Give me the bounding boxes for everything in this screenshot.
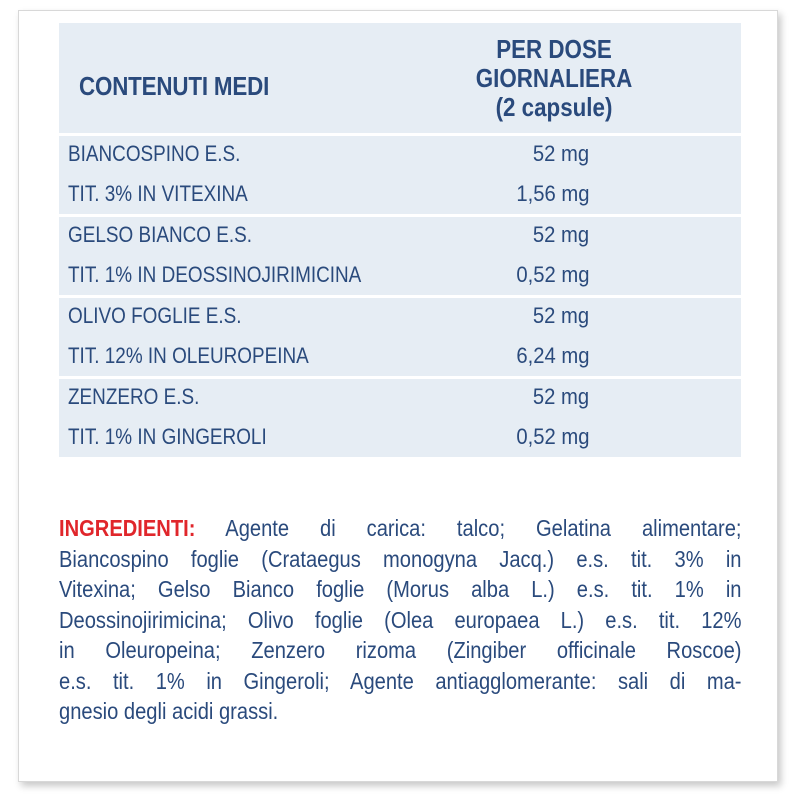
titration-name: TIT. 1% IN GINGEROLI [68, 424, 267, 449]
table-group-gelso-bianco [59, 217, 741, 298]
header-daily-dose [386, 35, 721, 122]
titration-amount: 0,52 mg [515, 424, 589, 449]
table-group-zenzero [59, 379, 741, 460]
ingredient-amount: 52 mg [532, 384, 589, 409]
ingredients-line [59, 513, 742, 544]
ingredients-line: in Oleuropeina; Zenzero rizoma (Zingiber officinale Roscoe) [59, 637, 742, 663]
table-row [59, 381, 741, 420]
table-group-biancospino [59, 136, 741, 217]
nutrition-table [59, 23, 741, 460]
titration-amount: 6,24 mg [515, 343, 589, 368]
label-card [18, 10, 778, 782]
ingredients-line: e.s. tit. 1% in Gingeroli; Agente antiagglomerante: sali di ma- [59, 667, 742, 694]
titration-amount: 1,56 mg [515, 181, 589, 206]
ingredients-label: INGREDIENTI: [59, 515, 196, 541]
ingredient-amount: 52 mg [532, 303, 589, 328]
ingredient-name: BIANCOSPINO E.S. [68, 141, 241, 166]
table-row [59, 178, 741, 217]
table-row [59, 340, 741, 379]
ingredients-line: Deossinojirimicina; Olivo foglie (Olea europaea L.) e.s. tit. 12% [59, 606, 742, 633]
header-daily-dose-line: GIORNALIERA [475, 63, 633, 93]
ingredient-amount: 52 mg [532, 141, 589, 166]
table-header [59, 23, 741, 136]
ingredient-amount: 52 mg [532, 222, 589, 247]
table-row [59, 219, 741, 258]
table-row [59, 259, 741, 298]
header-contents: CONTENUTI MEDI [79, 71, 270, 101]
titration-name: TIT. 1% IN DEOSSINOJIRIMICINA [68, 262, 362, 287]
titration-amount: 0,52 mg [515, 262, 589, 287]
ingredients-line: Vitexina; Gelso Bianco foglie (Morus alba L.) e.s. tit. 1% in [59, 576, 742, 602]
ingredients-paragraph [59, 513, 742, 727]
header-daily-dose-line: PER DOSE [496, 34, 612, 64]
ingredients-text: Agente di carica: talco; Gelatina alimentare; [195, 515, 742, 541]
header-daily-dose-line: (2 capsule) [495, 92, 613, 122]
table-group-olivo [59, 298, 741, 379]
ingredient-name: GELSO BIANCO E.S. [68, 222, 252, 247]
table-row [59, 138, 741, 177]
table-row [59, 300, 741, 339]
titration-name: TIT. 3% IN VITEXINA [68, 181, 248, 206]
ingredients-line: gnesio degli acidi grassi. [59, 698, 279, 724]
ingredients-line: Biancospino foglie (Crataegus monogyna Jacq.) e.s. tit. 3% in [59, 545, 742, 572]
table-row [59, 421, 741, 460]
titration-name: TIT. 12% IN OLEUROPEINA [68, 343, 309, 368]
ingredient-name: ZENZERO E.S. [68, 384, 200, 409]
ingredient-name: OLIVO FOGLIE E.S. [68, 303, 242, 328]
